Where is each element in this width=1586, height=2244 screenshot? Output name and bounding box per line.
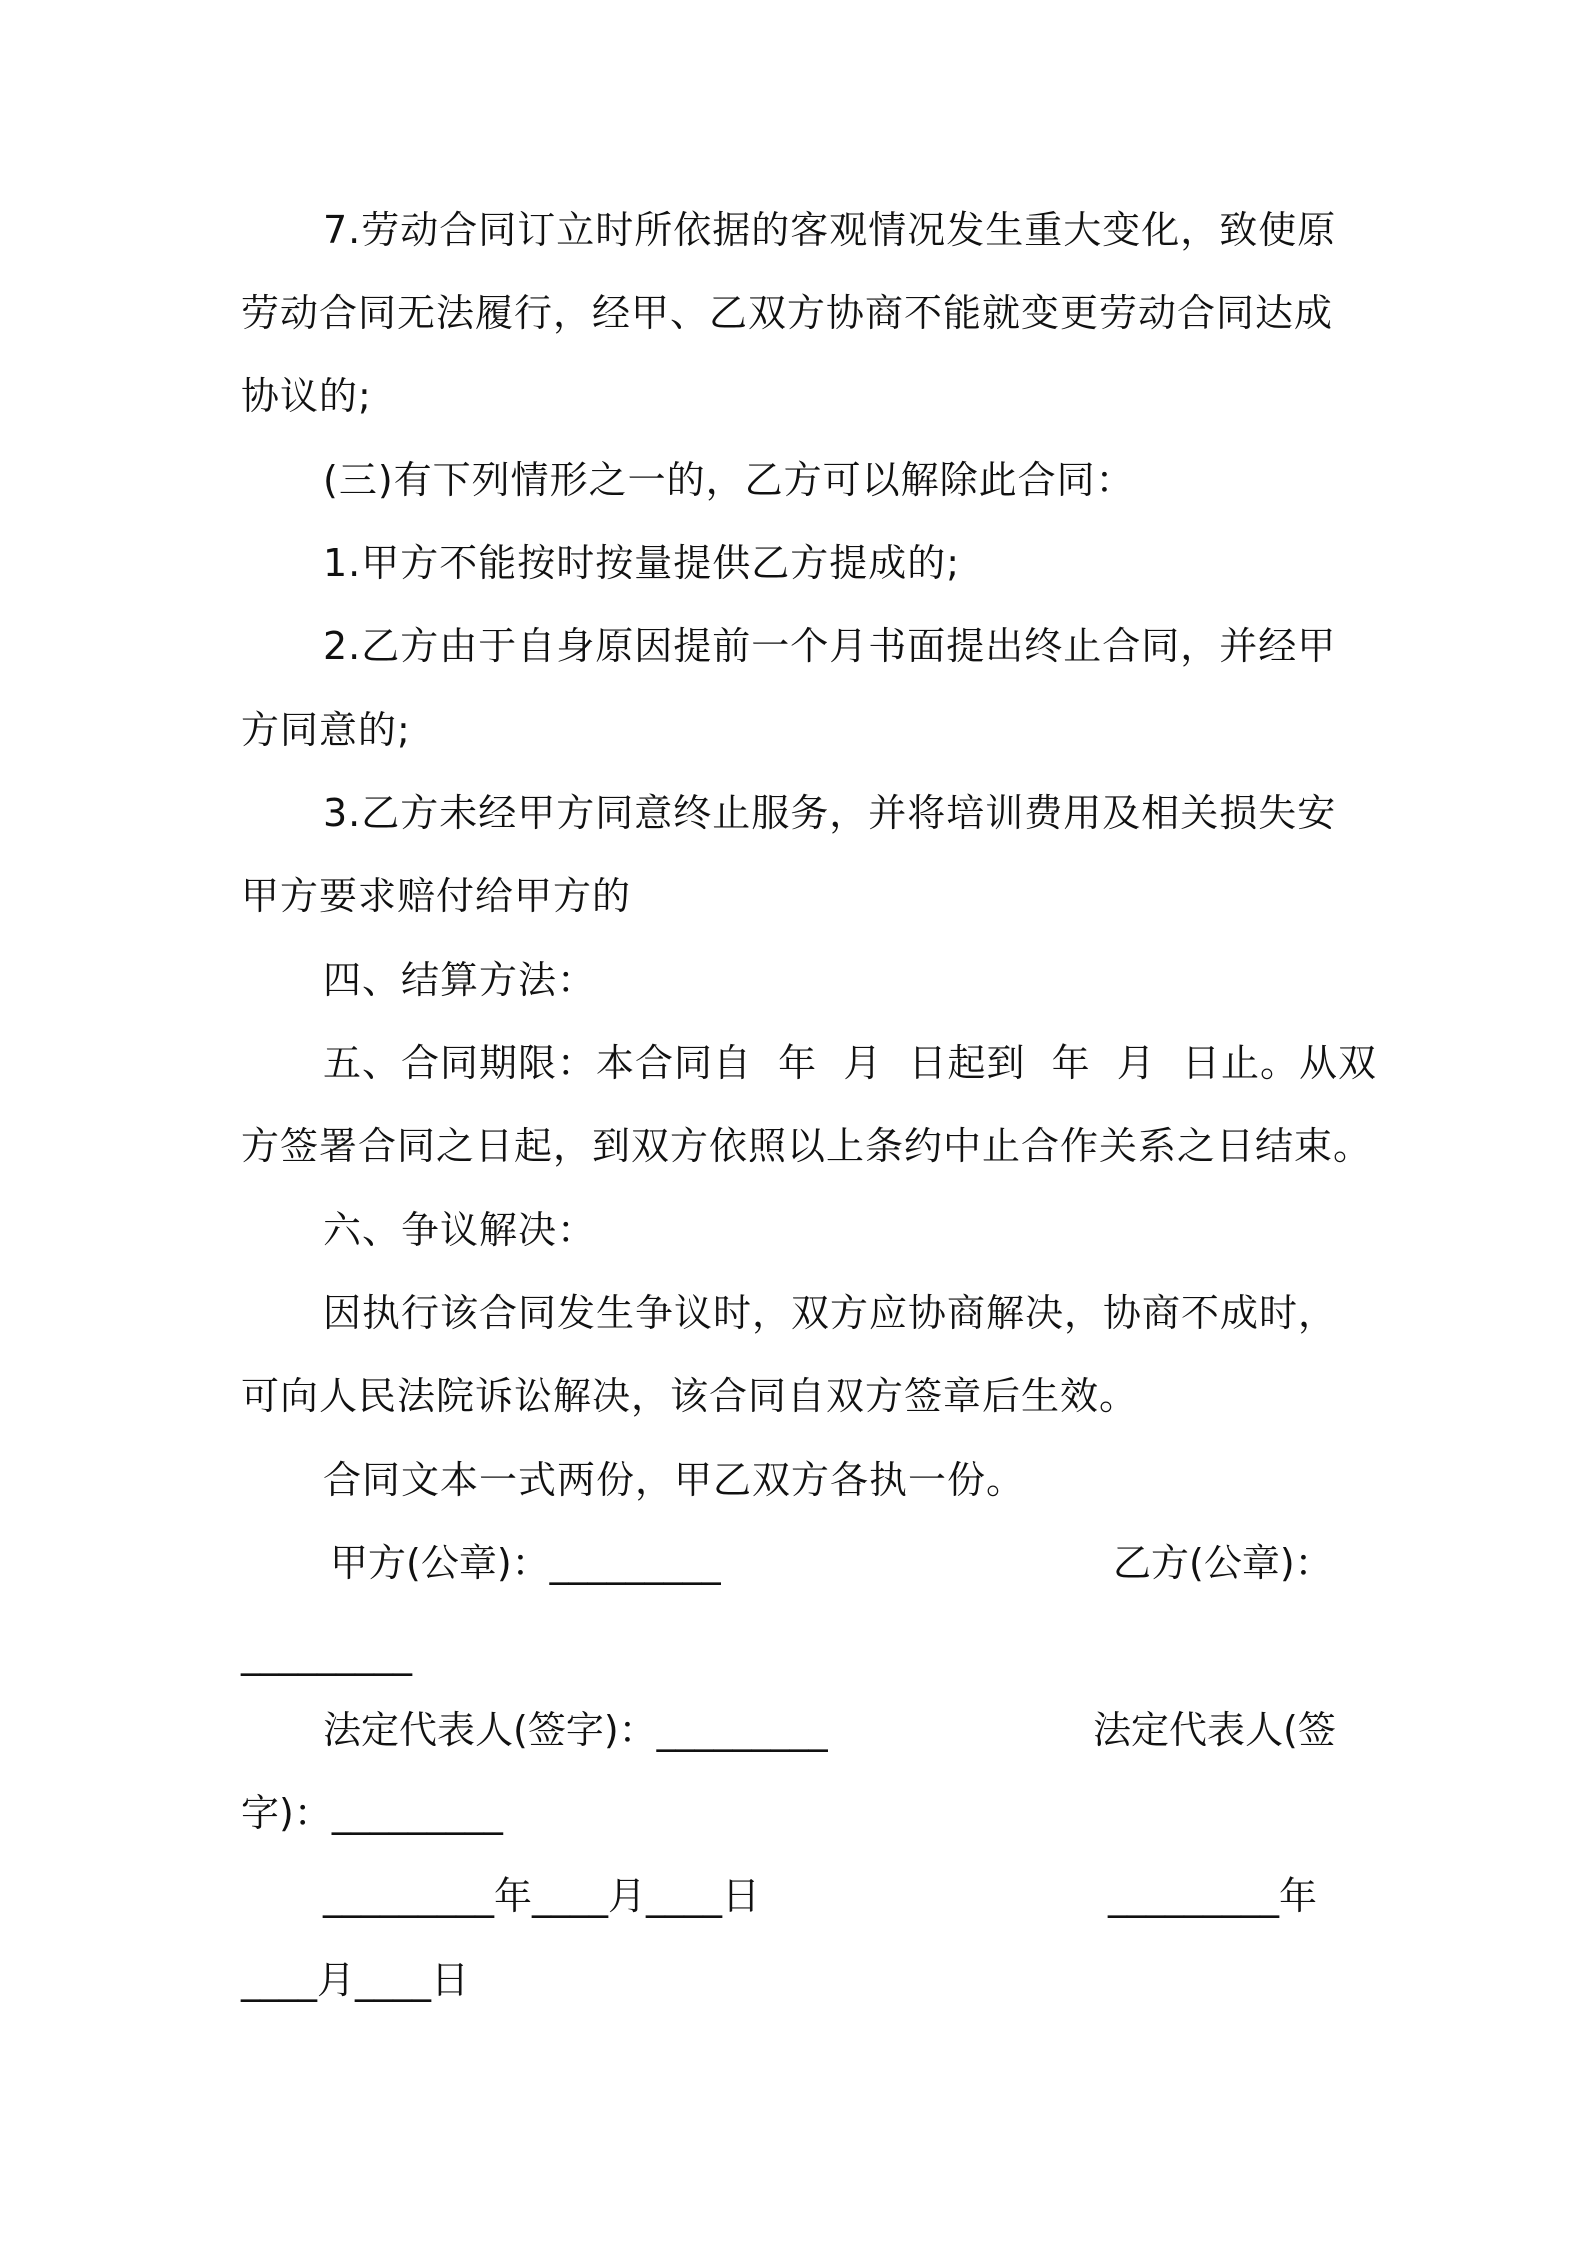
party-b-date-end: ____月____日 <box>241 1958 470 2002</box>
section-6-body-line-1: 因执行该合同发生争议时，双方应协商解决，协商不成时， <box>323 1291 1338 1335</box>
item-3-line-1: 3.乙方未经甲方同意终止服务，并将培训费用及相关损失安 <box>323 791 1337 835</box>
party-a-representative-line: 法定代表人(签字)：_________ <box>323 1708 828 1752</box>
paragraph-7-line-3: 协议的; <box>241 374 372 418</box>
copies-statement: 合同文本一式两份，甲乙双方各执一份。 <box>323 1458 1026 1502</box>
item-1: 1.甲方不能按时按量提供乙方提成的; <box>323 541 961 585</box>
party-b-seal-blank: _________ <box>241 1632 412 1676</box>
party-a-seal-line: 甲方(公章)：_________ <box>330 1541 721 1585</box>
party-b-seal-label: 乙方(公章)： <box>1113 1541 1333 1585</box>
item-3-line-2: 甲方要求赔付给甲方的 <box>241 874 632 918</box>
section-5-line-1: 五、合同期限：本合同自 年 月 日起到 年 月 日止。从双 <box>323 1041 1377 1085</box>
party-b-date-start: _________年 <box>1108 1874 1318 1918</box>
section-4-heading: 四、结算方法： <box>323 958 597 1002</box>
section-6-heading: 六、争议解决： <box>323 1208 597 1252</box>
party-a-date-line: _________年____月____日 <box>323 1874 761 1918</box>
item-2-line-2: 方同意的; <box>241 708 411 752</box>
section-6-body-line-2: 可向人民法院诉讼解决，该合同自双方签章后生效。 <box>241 1374 1139 1418</box>
party-b-representative-label-end: 字)：_________ <box>241 1791 503 1835</box>
paragraph-7-line-2: 劳动合同无法履行，经甲、乙双方协商不能就变更劳动合同达成 <box>241 291 1334 335</box>
paragraph-7-line-1: 7.劳动合同订立时所依据的客观情况发生重大变化，致使原 <box>323 208 1337 252</box>
section-3-heading: (三)有下列情形之一的，乙方可以解除此合同： <box>323 458 1135 502</box>
item-2-line-1: 2.乙方由于自身原因提前一个月书面提出终止合同，并经甲 <box>323 624 1337 668</box>
section-5-line-2: 方签署合同之日起，到双方依照以上条约中止合作关系之日结束。 <box>241 1124 1373 1168</box>
party-b-representative-label-start: 法定代表人(签 <box>1093 1708 1336 1752</box>
